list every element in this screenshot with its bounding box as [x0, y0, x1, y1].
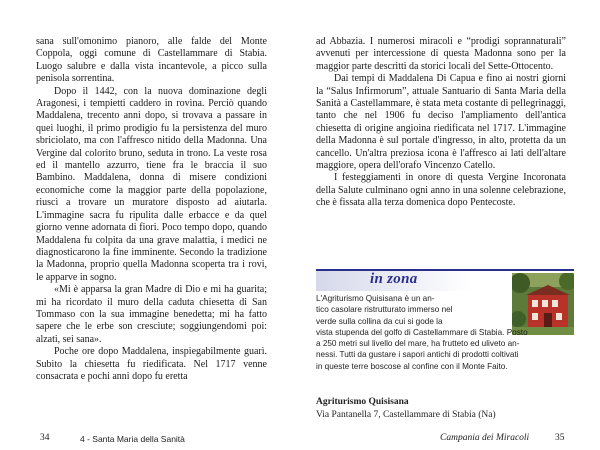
- text-line: nessi. Tutti da gustare i sapori antichi di prodotti coltivati: [316, 350, 519, 360]
- right-page-text: [316, 36, 566, 210]
- text-line: in queste terre boscose al confine con il Monte Faito.: [316, 361, 508, 371]
- left-page-text: [36, 36, 267, 383]
- in-zona-title: in zona: [370, 271, 418, 287]
- running-head-left: 4 - Santa Maria della Sanità: [80, 434, 185, 444]
- in-zona-description: [316, 293, 574, 372]
- in-zona-box: [316, 269, 574, 389]
- paragraph: Dai tempi di Maddalena Di Capua e fino ai nostri giorni la “Salus Infirmorum”, attuale Santuario di Santa Maria della Sanità a Castellammare, è stata meta costante di pellegrinaggi, tanto che nel 1906 fu deciso l'ampliamento dell'antica chiesetta di origine angioina riedificata nel 1717. L'immagine della Madonna è sul portale d'ingresso, in alto, protetta da un cancello. Un'altra preziosa icona è l'affresco ai lati dell'altare maggiore, opera dell'orafo Vincenzo Catello.: [316, 73, 566, 172]
- paragraph: «Mi è apparsa la gran Madre di Dio e mi ha guarita; mi ha ricordato il muro della caduta chiesetta di San Tommaso con la sua immagine benedetta; mi ha fatto sapere che le erbe son crescìute; soggiungendomi poi: alzati, sei sana».: [36, 284, 267, 345]
- text-line: tico casolare ristrutturato immerso nel: [316, 305, 453, 315]
- agriturismo-address: Via Pantanella 7, Castellammare di Stabia (Na): [316, 410, 496, 420]
- page-number-right: 35: [555, 433, 565, 443]
- agriturismo-contact: [316, 396, 576, 422]
- text-line: verde sulla collina da cui si gode la: [316, 316, 443, 326]
- paragraph: Dopo il 1442, con la nuova dominazione degli Aragonesi, i tempietti caddero in rovina. Perciò quando Maddalena, trecento anni dopo, si trovava a passare in quei luoghi, il primo prodigio fu la persistenza del muro sbriciolato, ma con l'affresco nitido della Madonna. Una Vergine dal colorito bruno, seduta in trono. La veste rosa ed il mantello azzurro, tiene fra le braccia il suo Bambino. Maddalena, donna di misere condizioni economiche come la maggior parte della popolazione, riuscì a trovare un muratore disposto ad aiutarla. L'immagine sacra fu ripulita dalle erbacce e da quel giorno venne adornata di fiori. Poco tempo dopo, quando Maddalena fu colpita da una grave malattia, i medici ne diagnosticarono la fine imminente. Secondo la tradizione la Madonna, proprio quella Madonna scoperta tra i rovi, le apparve in sogno.: [36, 85, 267, 283]
- text-line: L'Agriturismo Quisisana è un an-: [316, 294, 435, 303]
- agriturismo-name: Agriturismo Quisisana: [316, 397, 409, 407]
- text-line: a 250 metri sul livello del mare, ha frutteto ed uliveto an-: [316, 339, 520, 349]
- text-line: vista stupenda del golfo di Castellammare di Stabia. Posto: [316, 327, 528, 337]
- page-number-left: 34: [40, 433, 50, 443]
- paragraph: sana sull'omonimo pianoro, alle falde del Monte Coppola, oggi comune di Castellammare di Stabia. Luogo salubre e dalla vista incantevole, a picco sulla penisola sorrentina.: [36, 36, 267, 85]
- paragraph: Poche ore dopo Maddalena, inspiegabilmente guarì. Subito la chiesetta fu riedificata. Nel 1717 venne consacrata e pochi anni dopo fu eretta: [36, 346, 267, 382]
- paragraph: ad Abbazia. I numerosi miracoli e “prodigi soprannaturali” avvenuti per intercessione di questa Madonna sono per la maggior parte descritti da storici locali del Sette-Ottocento.: [316, 36, 566, 72]
- paragraph: I festeggiamenti in onore di questa Vergine Incoronata della Salute culminano ogni anno in una solenne celebrazione, che è fissata alla terza domenica dopo Pentecoste.: [316, 172, 566, 209]
- running-head-right: Campania dei Miracoli: [440, 433, 530, 443]
